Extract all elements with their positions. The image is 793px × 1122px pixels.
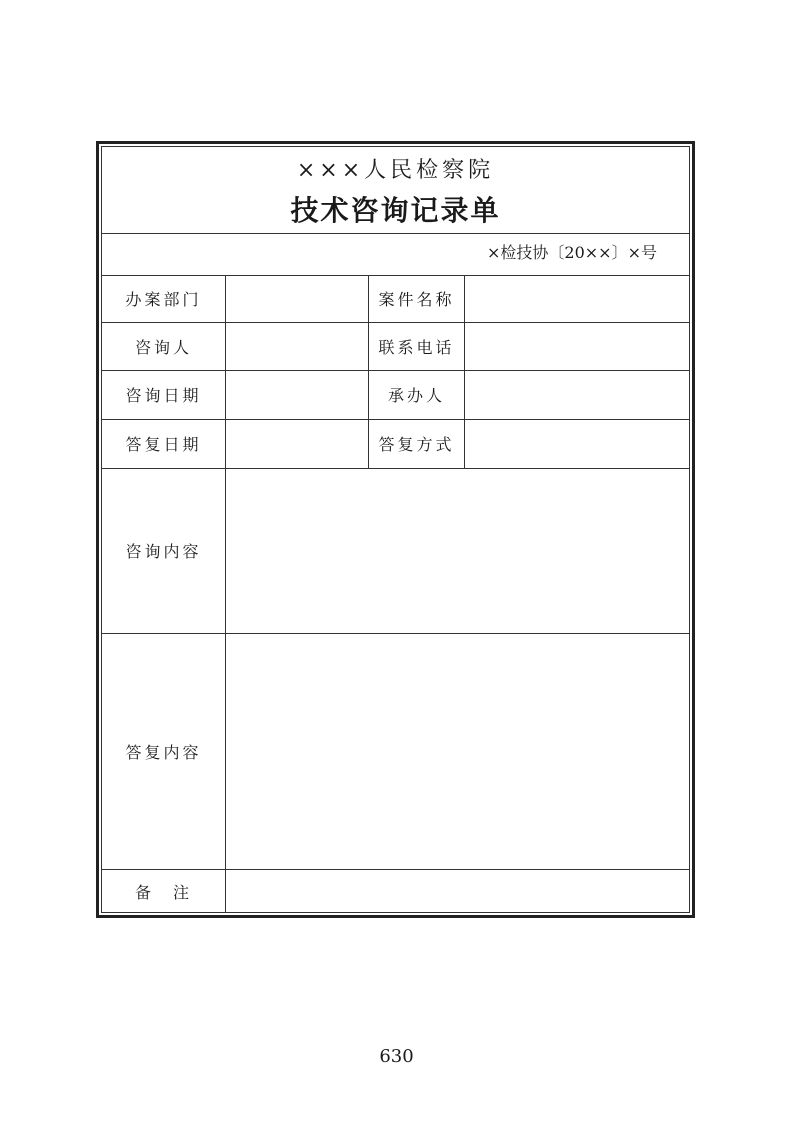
reply-date-field[interactable] bbox=[226, 419, 368, 468]
form-outer-border bbox=[96, 141, 695, 918]
remarks-field[interactable] bbox=[226, 869, 689, 914]
handler-label: 承办人 bbox=[387, 386, 445, 405]
form-table bbox=[101, 146, 690, 913]
consultant-label: 咨询人 bbox=[134, 337, 192, 357]
form-title: 技术咨询记录单 bbox=[290, 194, 501, 227]
reply-date-label: 答复日期 bbox=[125, 435, 202, 454]
handler-field[interactable] bbox=[465, 370, 689, 419]
consultant-field[interactable] bbox=[226, 322, 368, 370]
document-number: ×检技协〔20××〕×号 bbox=[487, 243, 657, 262]
reply-content-field[interactable] bbox=[226, 633, 689, 869]
case-name-label: 案件名称 bbox=[378, 290, 455, 309]
remarks-label: 备 注 bbox=[134, 883, 192, 902]
department-label: 办案部门 bbox=[125, 290, 202, 309]
department-field[interactable] bbox=[226, 275, 368, 322]
organization-name: ×××人民检察院 bbox=[296, 158, 495, 183]
case-name-field[interactable] bbox=[465, 275, 689, 322]
consult-date-label: 咨询日期 bbox=[125, 386, 202, 405]
consult-content-label: 咨询内容 bbox=[125, 542, 202, 561]
consult-date-field[interactable] bbox=[226, 370, 368, 419]
consult-content-field[interactable] bbox=[226, 468, 689, 633]
reply-method-label: 答复方式 bbox=[378, 435, 455, 454]
reply-method-field[interactable] bbox=[465, 419, 689, 468]
phone-label: 联系电话 bbox=[378, 337, 455, 357]
divider bbox=[102, 233, 689, 234]
page-number: 630 bbox=[379, 1046, 414, 1067]
phone-field[interactable] bbox=[465, 322, 689, 370]
reply-content-label: 答复内容 bbox=[125, 742, 202, 762]
